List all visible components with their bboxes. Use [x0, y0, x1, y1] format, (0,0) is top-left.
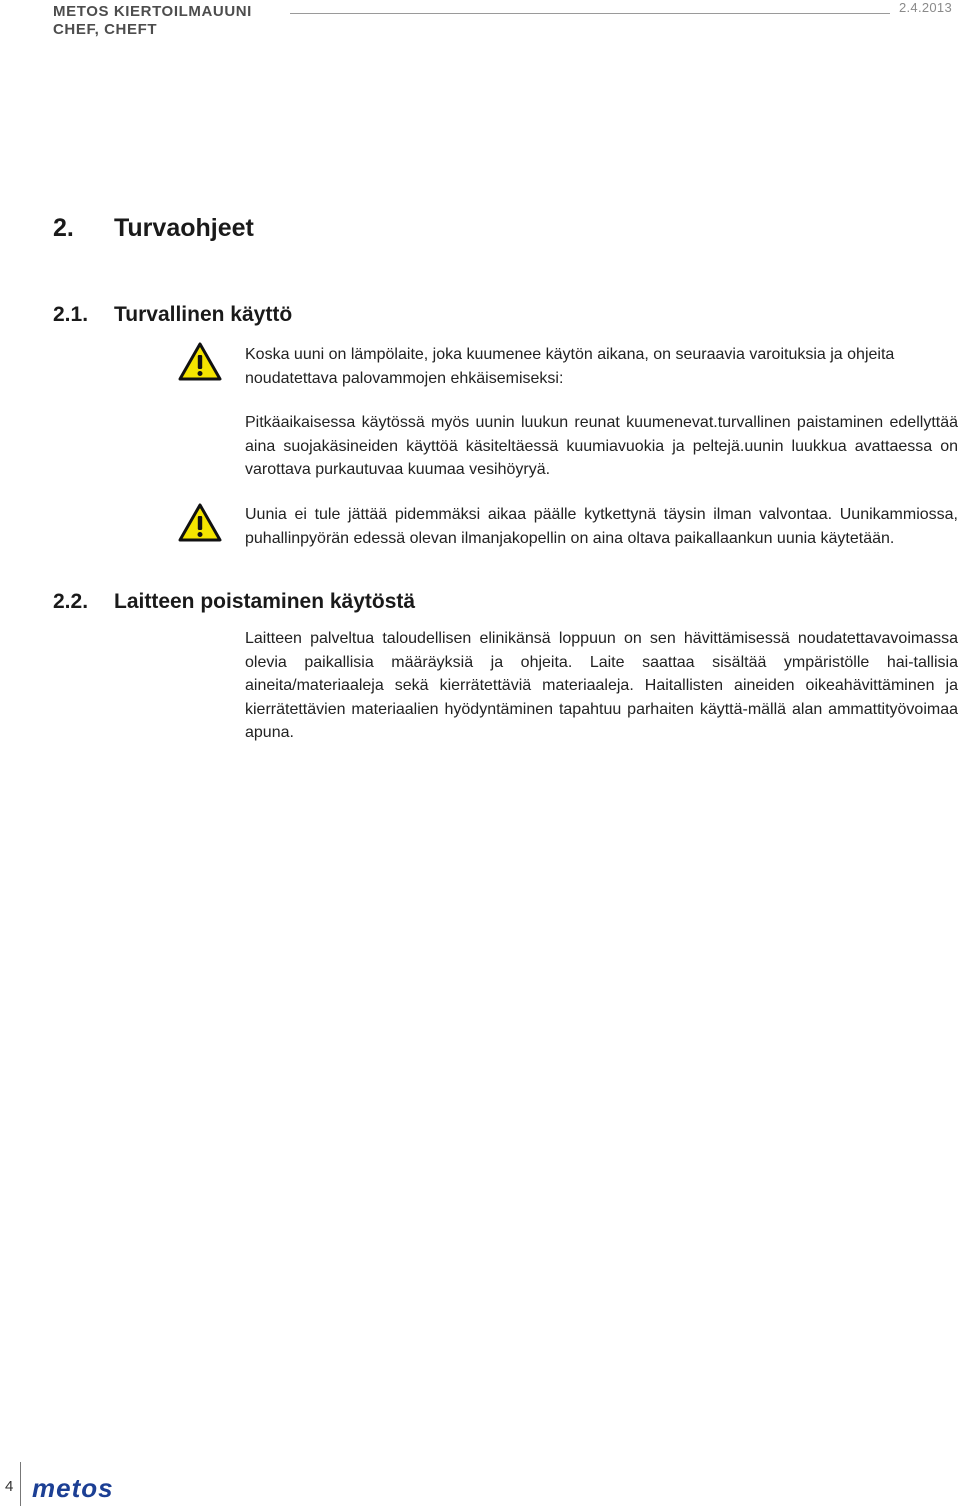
section-title: Turvaohjeet	[114, 214, 254, 242]
document-header-title	[53, 3, 252, 39]
warning-triangle-icon	[178, 503, 222, 543]
section-heading-2	[53, 214, 254, 243]
section-number: 2.	[53, 214, 74, 242]
warning-triangle-icon	[178, 342, 222, 382]
header-rule	[290, 13, 890, 14]
page-number: 4	[5, 1478, 14, 1495]
section-title: Laitteen poistaminen käytöstä	[114, 590, 416, 613]
section-number: 2.2.	[53, 590, 89, 613]
disposal-paragraph: Laitteen palveltua taloudellisen elinikänsä loppuun on sen hävittämisessä noudatettavavoimassa olevia paikallisia määräyksiä ja ohjeita. Laite saattaa sisältää ympäristölle hai-tallisia aineita/materiaaleja sekä kierrätettäviä materiaaleja. Haitallisten aineiden oikeahävittäminen ja kierrätettävien materiaalien hyödyntäminen tapahtuu parhaiten käyttä-mällä alan ammattityövoimaa apuna.	[245, 630, 958, 742]
metos-logo	[32, 1478, 150, 1500]
section-number: 2.1.	[53, 303, 89, 326]
header-title-line2: CHEF, CHEFT	[53, 21, 158, 38]
safety-paragraph: Pitkäaikaisessa käytössä myös uunin luukun reunat kuumenevat.turvallinen paistaminen edellyttää aina suojakäsineiden käyttöä käsiteltäessä kuumiavuokia ja peltejä.uunin luukkua avattaessa on varottava purkautuvaa kuumaa vesihöyryä.	[245, 414, 958, 479]
footer-rule	[20, 1462, 21, 1506]
section-title: Turvallinen käyttö	[114, 303, 293, 326]
warning-paragraph: Uunia ei tule jättää pidemmäksi aikaa päälle kytkettynä täysin ilman valvontaa. Uunikammiossa, puhallinpyörän edessä olevan ilmanjakopellin on aina oltava paikallaankun uunia käytetään.	[245, 506, 958, 547]
header-date: 2.4.2013	[898, 0, 952, 15]
intro-text: Koska uuni on lämpölaite, joka kuumenee käytön aikana, on seuraavia varoituksia ja ohjeita noudatettava palovammojen ehkäisemiseksi:	[245, 346, 895, 387]
svg-text:metos: metos	[32, 1478, 114, 1500]
section-heading-2-2	[53, 590, 415, 614]
section-heading-2-1	[53, 303, 292, 327]
header-title-line1: METOS KIERTOILMAUUNI	[53, 3, 252, 20]
